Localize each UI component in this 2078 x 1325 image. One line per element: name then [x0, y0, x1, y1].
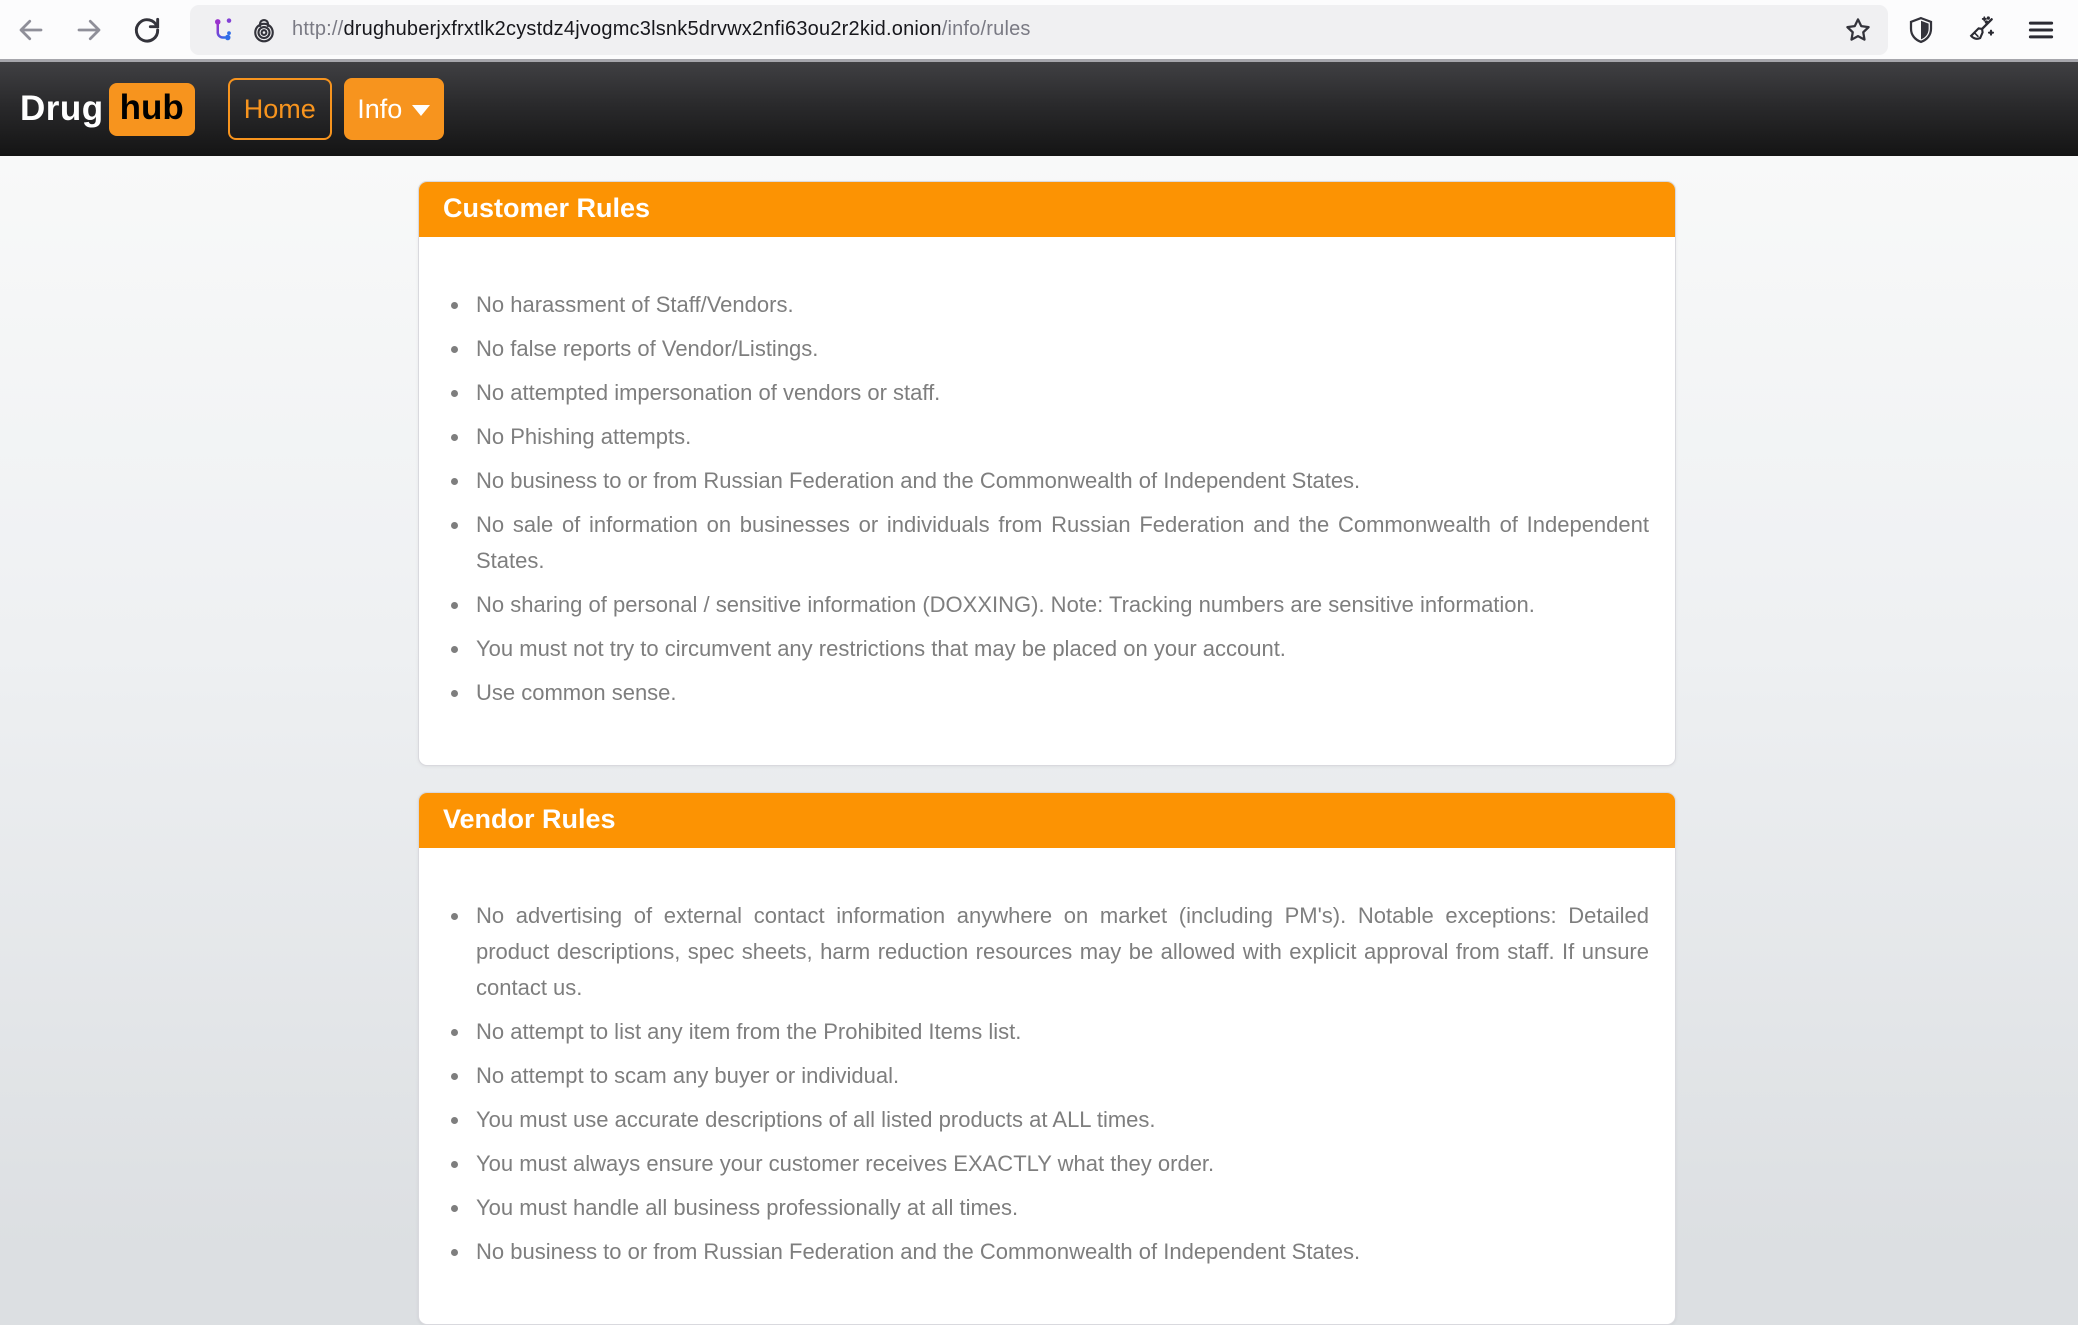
browser-toolbar: [0, 0, 2078, 62]
rule-item: • No harassment of Staff/Vendors.: [471, 287, 1649, 323]
logo-text-drug: Drug: [20, 89, 104, 128]
rule-item: • You must always ensure your customer receives EXACTLY what they order.: [471, 1146, 1649, 1182]
url-scheme: http://: [292, 18, 344, 40]
vendor-rules-body: [419, 848, 1675, 1324]
new-identity-button[interactable]: [1958, 7, 2004, 53]
info-dropdown-button[interactable]: [344, 78, 444, 140]
page-background: [0, 156, 2078, 1264]
customer-rules-header: Customer Rules: [419, 182, 1675, 237]
back-button[interactable]: [8, 7, 54, 53]
back-arrow-icon: [16, 15, 46, 45]
rule-item: • You must not try to circumvent any restrictions that may be placed on your account.: [471, 631, 1649, 667]
rule-item: • No attempted impersonation of vendors or staff.: [471, 375, 1649, 411]
home-button[interactable]: [228, 78, 332, 140]
rule-item: • You must handle all business professionally at all times.: [471, 1190, 1649, 1226]
rule-item: • You must use accurate descriptions of all listed products at ALL times.: [471, 1102, 1649, 1138]
menu-button[interactable]: [2018, 7, 2064, 53]
rule-item: • No advertising of external contact information anywhere on market (including PM's). Notable exceptions: Detailed product descriptions, spec sheets, harm reduction resources may be allowed with explicit approval from staff. If unsure contact us.: [471, 898, 1649, 1006]
security-level-button[interactable]: [1898, 7, 1944, 53]
rule-item: • No attempt to list any item from the Prohibited Items list.: [471, 1014, 1649, 1050]
logo-text-hub: hub: [109, 83, 195, 136]
url-bar[interactable]: [190, 5, 1888, 55]
forward-button[interactable]: [66, 7, 112, 53]
reload-button[interactable]: [124, 7, 170, 53]
site-navbar: [0, 62, 2078, 156]
vendor-rules-list: [445, 898, 1649, 1270]
customer-rules-list: [445, 287, 1649, 711]
chevron-down-icon: [412, 105, 430, 116]
tor-circuit-icon: [209, 15, 239, 45]
rule-item: • No business to or from Russian Federation and the Commonwealth of Independent States.: [471, 1234, 1649, 1270]
circuit-display-button[interactable]: [204, 10, 244, 50]
home-button-label: Home: [243, 93, 316, 124]
drughub-logo[interactable]: [20, 83, 195, 136]
reload-icon: [131, 14, 163, 46]
vendor-rules-header: Vendor Rules: [419, 793, 1675, 848]
onion-site-button[interactable]: [244, 10, 284, 50]
url-host: drughuberjxfrxtlk2cystdz4jvogmc3lsnk5drvwx2nfi63ou2r2kid.onion: [343, 18, 942, 40]
rule-item: • No sale of information on businesses or individuals from Russian Federation and the Commonwealth of Independent States.: [471, 507, 1649, 579]
customer-rules-body: [419, 237, 1675, 765]
rule-item: • No sharing of personal / sensitive information (DOXXING). Note: Tracking numbers are sensitive information.: [471, 587, 1649, 623]
rule-item: • No business to or from Russian Federation and the Commonwealth of Independent States.: [471, 463, 1649, 499]
rule-item: • No false reports of Vendor/Listings.: [471, 331, 1649, 367]
bookmark-star-button[interactable]: [1838, 10, 1878, 50]
info-button-label: Info: [357, 93, 403, 124]
toolbar-right-icons: [1898, 7, 2064, 53]
rule-item: • No attempt to scam any buyer or individual.: [471, 1058, 1649, 1094]
broom-icon: [1965, 14, 1997, 46]
rule-item: • No Phishing attempts.: [471, 419, 1649, 455]
url-path: /info/rules: [941, 18, 1031, 40]
url-text[interactable]: [292, 18, 1838, 41]
hamburger-menu-icon: [2026, 15, 2056, 45]
shield-icon: [1906, 15, 1936, 45]
rules-container: [418, 156, 1676, 1325]
star-icon: [1843, 15, 1873, 45]
vendor-rules-card: [418, 792, 1676, 1325]
forward-arrow-icon: [74, 15, 104, 45]
customer-rules-card: [418, 181, 1676, 766]
rule-item: • Use common sense.: [471, 675, 1649, 711]
onion-site-lock-icon: [249, 15, 279, 45]
